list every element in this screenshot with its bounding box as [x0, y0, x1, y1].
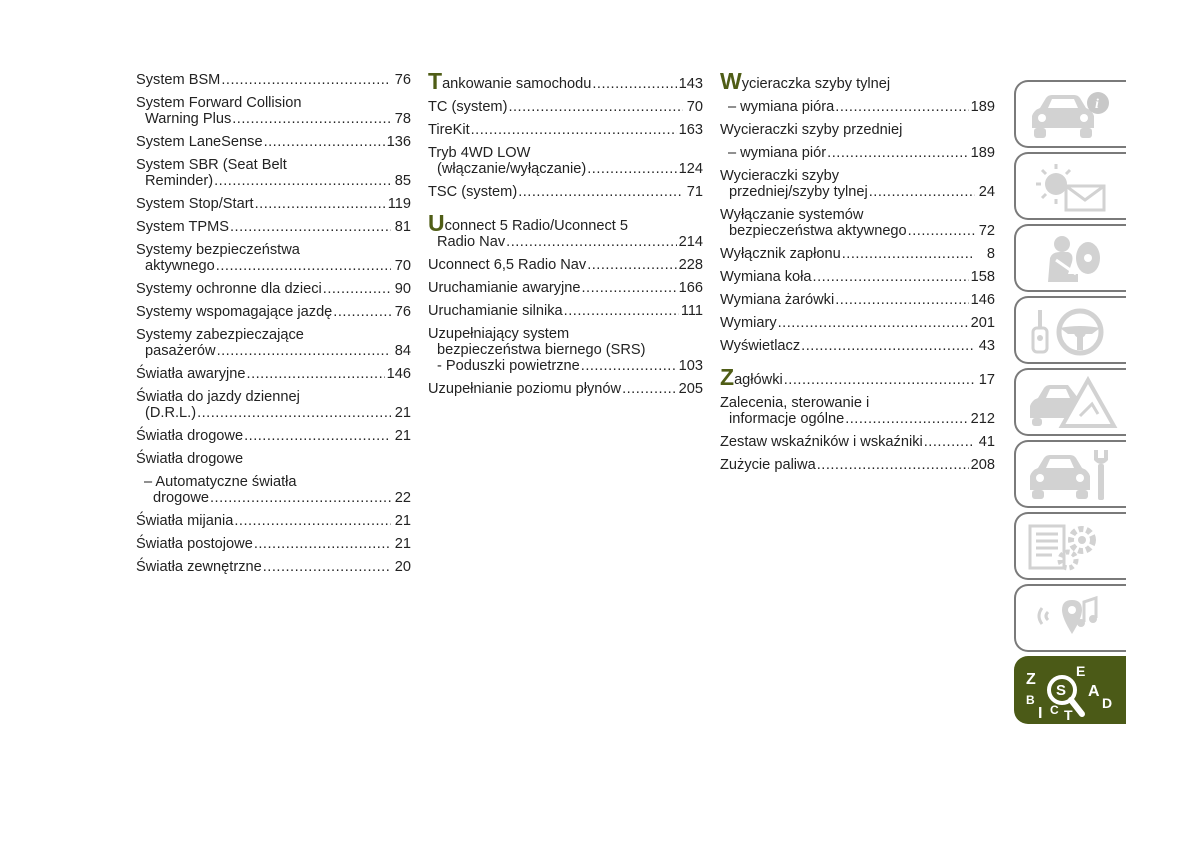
- entry-title: Systemy wspomagające jazdę: [136, 304, 333, 320]
- index-entry: [428, 381, 703, 397]
- leader-dots: [564, 303, 679, 319]
- index-entry: [136, 95, 411, 127]
- leader-dots: [333, 304, 391, 320]
- page-number: 17: [978, 372, 995, 388]
- index-entry: [136, 513, 411, 529]
- entry-title: Światła do jazdy dziennej: [136, 389, 300, 405]
- entry-title: System TPMS: [136, 219, 229, 235]
- index-entry: [720, 269, 995, 285]
- entry-title: Wycieraczki szyby: [720, 168, 840, 184]
- index-entry: [136, 196, 411, 212]
- leader-dots: [221, 72, 391, 88]
- index-entry: [720, 315, 995, 331]
- page-number: 124: [678, 161, 703, 177]
- specs-gear-icon: [1022, 518, 1122, 578]
- entry-title: connect 5 Radio/Uconnect 5: [444, 218, 628, 234]
- tab-car-warning[interactable]: [1014, 368, 1126, 436]
- tab-media-nav[interactable]: [1014, 584, 1126, 652]
- index-entry: [720, 99, 995, 115]
- tab-letter: Z: [1026, 671, 1036, 688]
- index-entry: [720, 292, 995, 308]
- leader-dots: [210, 490, 391, 506]
- index-entry: [136, 157, 411, 189]
- index-entry: [136, 327, 411, 359]
- leader-dots: [214, 173, 391, 189]
- entry-title: pasażerów: [145, 343, 216, 359]
- section-letter: U: [428, 210, 445, 236]
- entry-title: agłówki: [734, 372, 783, 388]
- page-number: 146: [386, 366, 411, 382]
- entry-title: TireKit: [428, 122, 470, 138]
- entry-title: Wyłączanie systemów: [720, 207, 864, 223]
- index-entry: [720, 395, 995, 427]
- page-number: 84: [394, 343, 411, 359]
- index-entry: [136, 366, 411, 382]
- page-number: 205: [678, 381, 703, 397]
- entry-title: bezpieczeństwa biernego (SRS): [437, 342, 646, 358]
- tab-car-info[interactable]: [1014, 80, 1126, 148]
- leader-dots: [230, 219, 391, 235]
- leader-dots: [508, 99, 683, 115]
- entry-title: Światła zewnętrzne: [136, 559, 262, 575]
- leader-dots: [264, 134, 385, 150]
- entry-title: Uconnect 6,5 Radio Nav: [428, 257, 587, 273]
- tab-index[interactable]: [1014, 656, 1126, 724]
- entry-title: Reminder): [145, 173, 214, 189]
- tab-letter: S: [1056, 682, 1067, 699]
- leader-dots: [817, 457, 969, 473]
- page-number: 111: [680, 303, 703, 319]
- page-number: 70: [394, 258, 411, 274]
- leader-dots: [244, 428, 391, 444]
- tab-letter: I: [1038, 705, 1043, 722]
- index-entry: [720, 338, 995, 354]
- tab-letter: B: [1026, 693, 1035, 707]
- leader-dots: [581, 358, 677, 374]
- entry-title: Światła drogowe: [136, 451, 244, 467]
- media-nav-icon: [1022, 590, 1122, 650]
- leader-dots: [582, 280, 677, 296]
- entry-title: TSC (system): [428, 184, 518, 200]
- page-number: 212: [970, 411, 995, 427]
- entry-title: Światła drogowe: [136, 428, 244, 444]
- page-number: 201: [970, 315, 995, 331]
- entry-title: TC (system): [428, 99, 508, 115]
- entry-title: ycieraczka szyby tylnej: [741, 76, 891, 92]
- tab-letter: C: [1050, 703, 1059, 717]
- tab-letter: T: [1064, 707, 1073, 722]
- index-entry: [720, 168, 995, 200]
- page-number: 70: [686, 99, 703, 115]
- leader-dots: [518, 184, 683, 200]
- index-entry: [136, 559, 411, 575]
- index-column-1: [136, 72, 411, 582]
- leader-dots: [869, 184, 975, 200]
- leader-dots: [842, 246, 975, 262]
- index-entry: [428, 184, 703, 200]
- index-entry: [720, 364, 995, 390]
- entry-title: aktywnego: [145, 258, 215, 274]
- page-number: 41: [978, 434, 995, 450]
- page-number: 85: [394, 173, 411, 189]
- page-number: 22: [394, 490, 411, 506]
- entry-title: Uzupełniający system: [428, 326, 570, 342]
- page-number: 189: [970, 145, 995, 161]
- entry-title: Światła postojowe: [136, 536, 253, 552]
- page-number: 21: [394, 405, 411, 421]
- leader-dots: [835, 99, 968, 115]
- page-number: 208: [970, 457, 995, 473]
- index-entry: [136, 304, 411, 320]
- entry-title: Warning Plus: [145, 111, 232, 127]
- entry-title: Uruchamianie awaryjne: [428, 280, 581, 296]
- index-column-3: [720, 68, 995, 480]
- index-entry: [136, 134, 411, 150]
- svg-text:i: i: [1095, 97, 1099, 112]
- page-number: 189: [970, 99, 995, 115]
- leader-dots: [254, 536, 391, 552]
- entry-title: Uzupełnianie poziomu płynów: [428, 381, 622, 397]
- index-entry: [428, 326, 703, 374]
- page-number: 71: [686, 184, 703, 200]
- leader-dots: [845, 411, 968, 427]
- index-search-icon: [1022, 662, 1122, 722]
- sun-mail-icon: [1022, 158, 1122, 218]
- index-entry: [428, 122, 703, 138]
- entry-title: System Stop/Start: [136, 196, 254, 212]
- entry-title: Systemy ochronne dla dzieci: [136, 281, 322, 297]
- entry-title: – wymiana piór: [728, 145, 827, 161]
- tab-key-steering[interactable]: [1014, 296, 1126, 364]
- entry-title: Systemy zabezpieczające: [136, 327, 304, 343]
- tab-car-wrench[interactable]: [1014, 440, 1126, 508]
- index-entry: [720, 457, 995, 473]
- page-number: 81: [394, 219, 411, 235]
- entry-title: Zalecenia, sterowanie i: [720, 395, 870, 411]
- page-number: 20: [394, 559, 411, 575]
- entry-title: System SBR (Seat Belt: [136, 157, 287, 173]
- page-number: 146: [970, 292, 995, 308]
- section-letter: T: [428, 68, 443, 94]
- entry-title: – Automatyczne światła: [144, 474, 297, 490]
- index-entry: [428, 68, 703, 94]
- index-entry: [720, 246, 995, 262]
- leader-dots: [506, 234, 677, 250]
- entry-title: Radio Nav: [437, 234, 506, 250]
- tab-letter: D: [1102, 695, 1113, 711]
- tab-sun-mail[interactable]: [1014, 152, 1126, 220]
- leader-dots: [197, 405, 391, 421]
- leader-dots: [263, 559, 391, 575]
- entry-title: bezpieczeństwa aktywnego: [729, 223, 907, 239]
- index-entry: [136, 389, 411, 421]
- page-number: 228: [678, 257, 703, 273]
- leader-dots: [827, 145, 968, 161]
- entry-title: drogowe: [153, 490, 209, 506]
- leader-dots: [622, 381, 677, 397]
- index-entry: [136, 536, 411, 552]
- entry-title: Tryb 4WD LOW: [428, 145, 531, 161]
- leader-dots: [924, 434, 975, 450]
- leader-dots: [908, 223, 975, 239]
- section-letter: Z: [720, 364, 735, 390]
- leader-dots: [216, 258, 391, 274]
- entry-title: - Poduszki powietrzne: [437, 358, 580, 374]
- page-number: 103: [678, 358, 703, 374]
- page-number: 158: [970, 269, 995, 285]
- entry-title: (włączanie/wyłączanie): [437, 161, 587, 177]
- page-number: 163: [678, 122, 703, 138]
- entry-title: informacje ogólne: [729, 411, 845, 427]
- index-entry: [428, 145, 703, 177]
- index-entry: [136, 428, 411, 444]
- entry-title: System Forward Collision: [136, 95, 302, 111]
- leader-dots: [592, 76, 676, 92]
- page-number: 8: [986, 246, 995, 262]
- leader-dots: [835, 292, 968, 308]
- leader-dots: [323, 281, 391, 297]
- page-number: 90: [394, 281, 411, 297]
- car-wrench-icon: [1022, 446, 1122, 506]
- index-entry: [136, 72, 411, 88]
- index-entry: [428, 210, 703, 250]
- index-entry: [720, 434, 995, 450]
- entry-title: Wyświetlacz: [720, 338, 801, 354]
- entry-title: System LaneSense: [136, 134, 263, 150]
- entry-title: Światła mijania: [136, 513, 234, 529]
- entry-title: Systemy bezpieczeństwa: [136, 242, 300, 258]
- entry-title: (D.R.L.): [145, 405, 197, 421]
- index-entry: [136, 219, 411, 235]
- key-steering-icon: [1022, 302, 1122, 362]
- index-entry: [720, 145, 995, 161]
- tab-letter: A: [1088, 683, 1100, 700]
- entry-title: Wymiana żarówki: [720, 292, 835, 308]
- page-number: 24: [978, 184, 995, 200]
- index-entry: [720, 68, 995, 94]
- page-number: 143: [678, 76, 703, 92]
- leader-dots: [784, 372, 975, 388]
- leader-dots: [232, 111, 391, 127]
- page-number: 21: [394, 536, 411, 552]
- leader-dots: [778, 315, 969, 331]
- entry-title: Zestaw wskaźników i wskaźniki: [720, 434, 923, 450]
- tab-letter: E: [1076, 663, 1086, 679]
- leader-dots: [801, 338, 975, 354]
- leader-dots: [813, 269, 969, 285]
- page-number: 43: [978, 338, 995, 354]
- index-entry: [428, 303, 703, 319]
- page-number: 119: [387, 196, 411, 212]
- index-entry: [136, 451, 411, 467]
- section-letter: W: [720, 68, 742, 94]
- index-entry: [428, 280, 703, 296]
- leader-dots: [587, 161, 676, 177]
- leader-dots: [255, 196, 386, 212]
- car-warning-icon: [1022, 374, 1122, 434]
- page-number: 214: [678, 234, 703, 250]
- entry-title: Uruchamianie silnika: [428, 303, 563, 319]
- page-number: 166: [678, 280, 703, 296]
- page-number: 76: [394, 72, 411, 88]
- entry-title: ankowanie samochodu: [442, 76, 592, 92]
- entry-title: Zużycie paliwa: [720, 457, 816, 473]
- seat-airbag-icon: [1022, 230, 1122, 290]
- entry-title: Wycieraczki szyby przedniej: [720, 122, 903, 138]
- car-info-icon: [1022, 86, 1122, 146]
- index-entry: [136, 281, 411, 297]
- leader-dots: [587, 257, 676, 273]
- entry-title: System BSM: [136, 72, 221, 88]
- entry-title: Wyłącznik zapłonu: [720, 246, 841, 262]
- index-entry: [720, 122, 995, 138]
- index-entry: [720, 207, 995, 239]
- tab-seat-airbag[interactable]: [1014, 224, 1126, 292]
- page-number: 21: [394, 513, 411, 529]
- index-entry: [428, 99, 703, 115]
- leader-dots: [234, 513, 391, 529]
- page-number: 136: [386, 134, 411, 150]
- entry-title: Wymiary: [720, 315, 777, 331]
- page-number: 72: [978, 223, 995, 239]
- index-entry: [136, 474, 411, 506]
- leader-dots: [471, 122, 677, 138]
- entry-title: – wymiana pióra: [728, 99, 835, 115]
- index-column-2: [428, 68, 703, 404]
- page-number: 76: [394, 304, 411, 320]
- tab-specs-gear[interactable]: [1014, 512, 1126, 580]
- page-number: 21: [394, 428, 411, 444]
- entry-title: Światła awaryjne: [136, 366, 246, 382]
- entry-title: przedniej/szyby tylnej: [729, 184, 868, 200]
- leader-dots: [247, 366, 385, 382]
- page-number: 78: [394, 111, 411, 127]
- entry-title: Wymiana koła: [720, 269, 812, 285]
- leader-dots: [217, 343, 391, 359]
- index-entry: [136, 242, 411, 274]
- index-entry: [428, 257, 703, 273]
